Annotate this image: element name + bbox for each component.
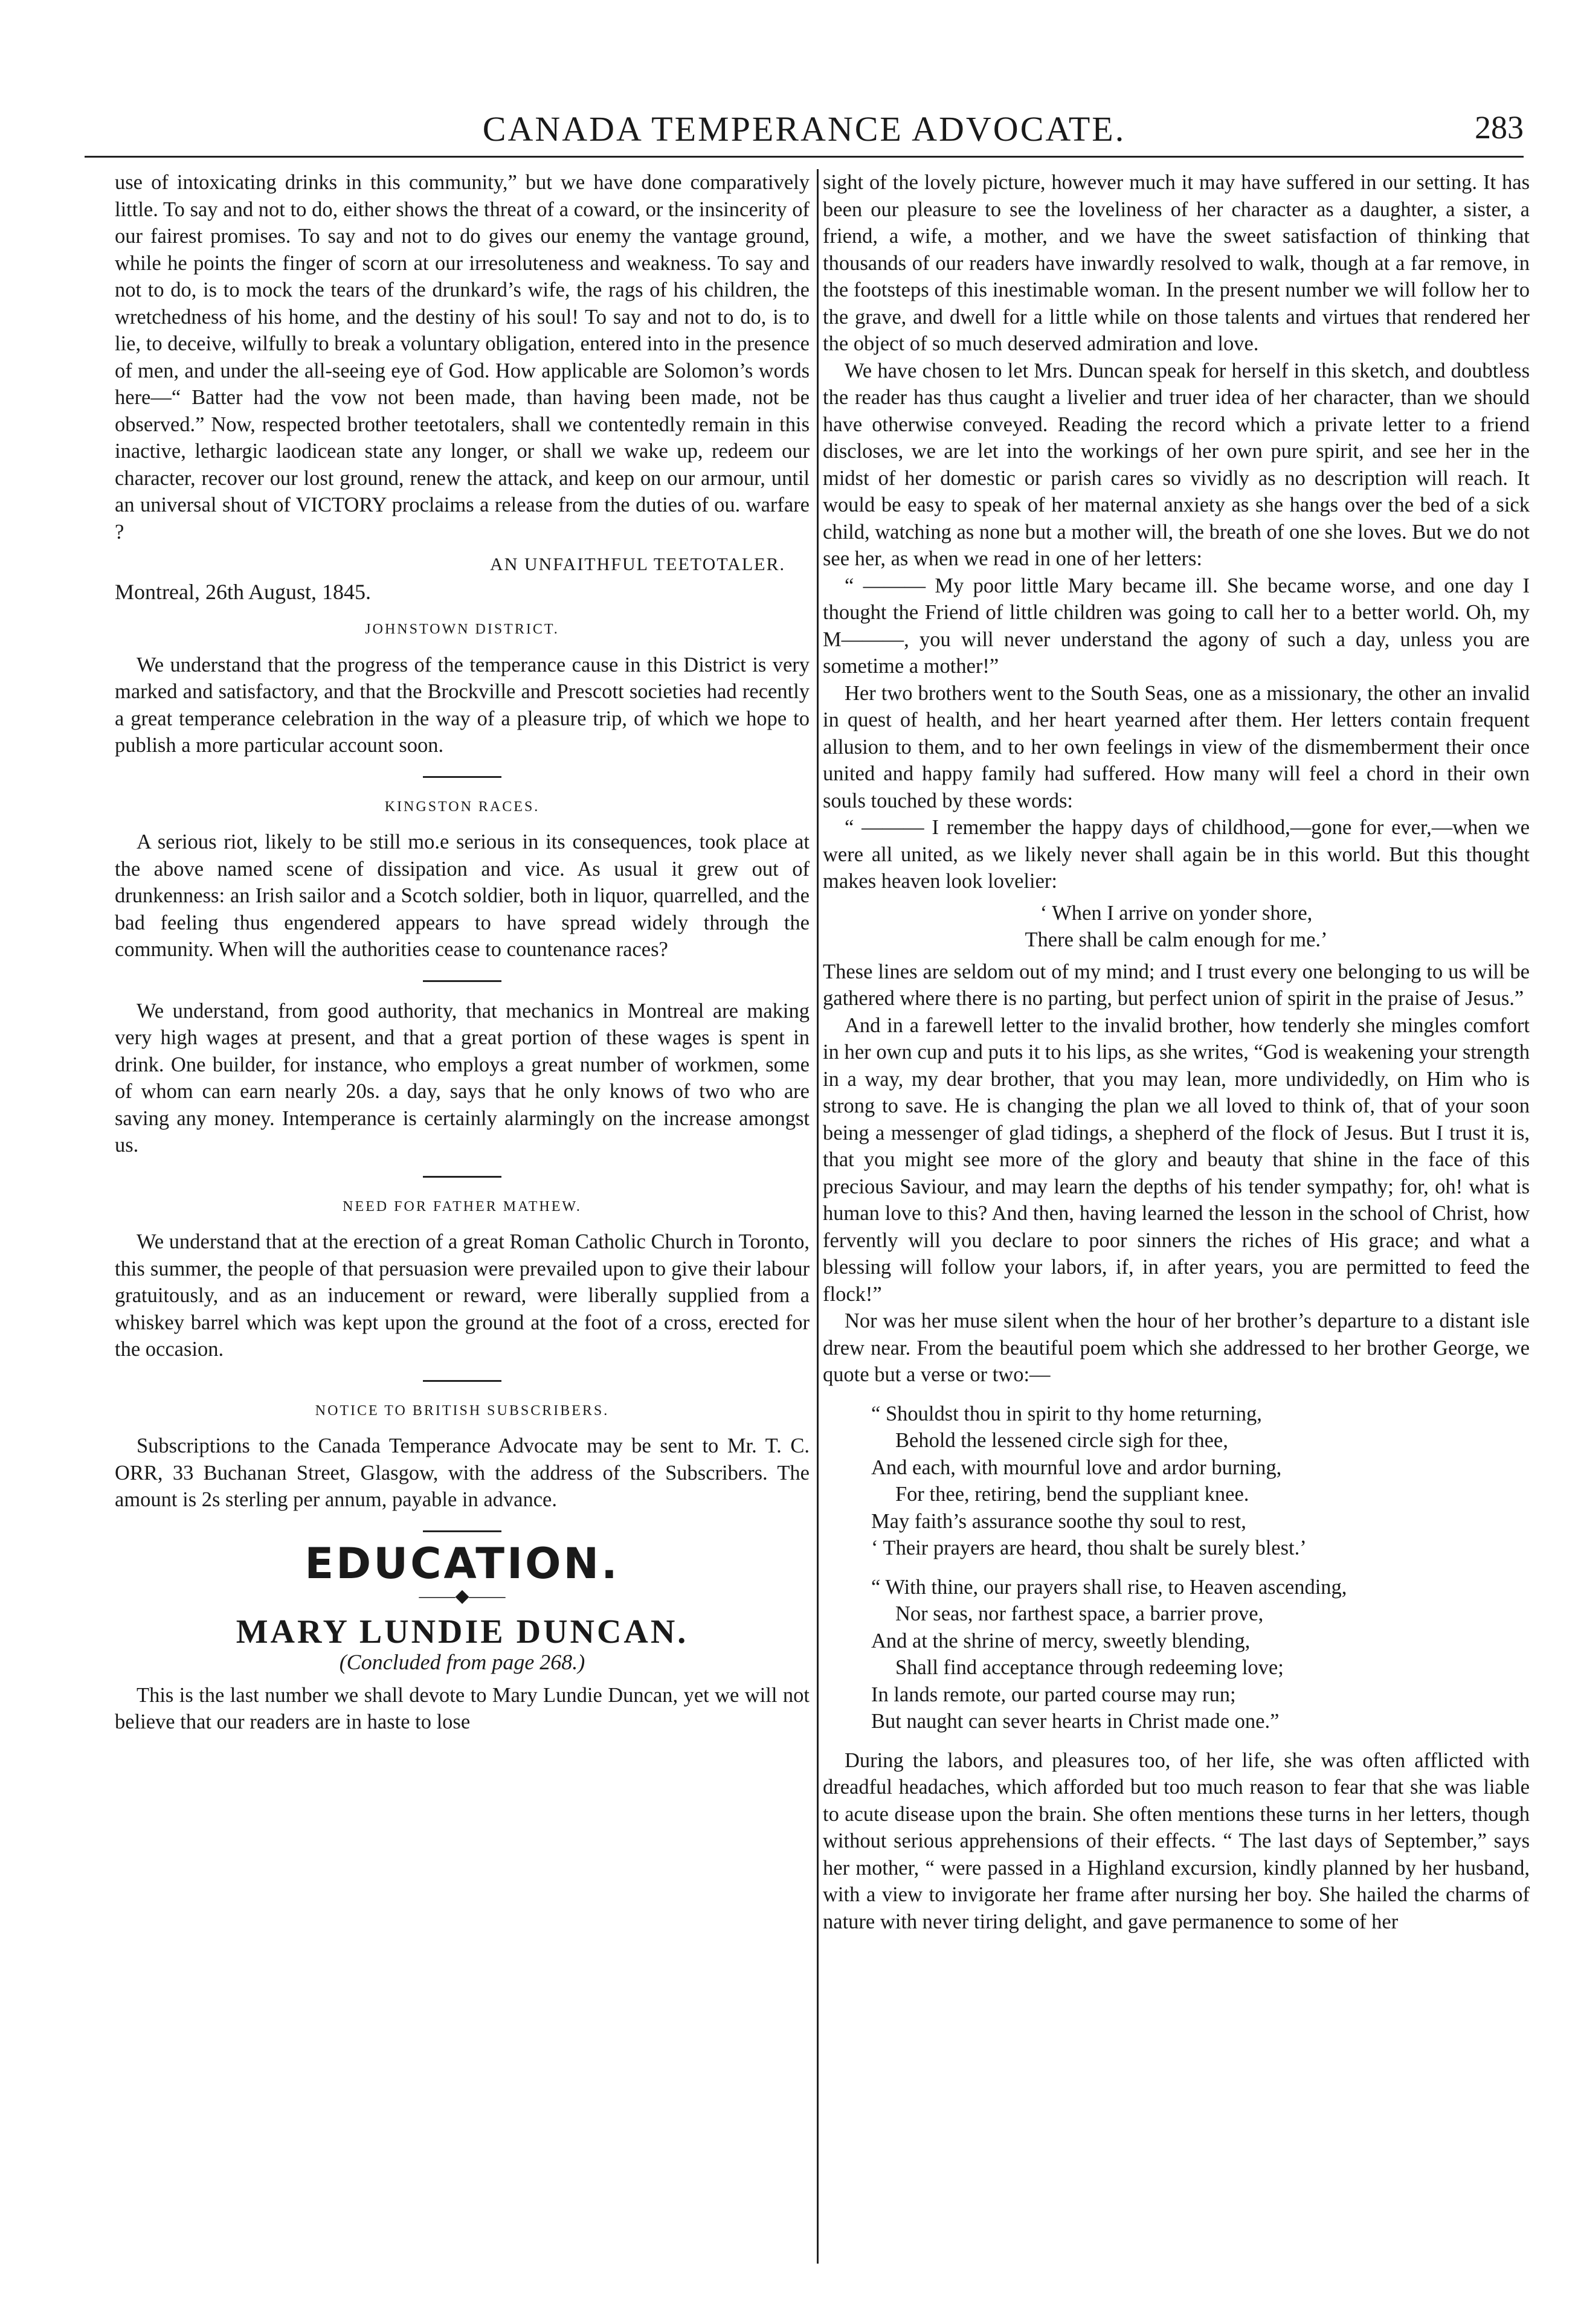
duncan-paragraph: We have chosen to let Mrs. Duncan speak for herself in this sketch, and doubtless the reader has thus caught a livelier and truer idea of her character, than we should have otherwise conveyed. Reading the record which a private letter to a friend discloses, we are let into the workings of her own pure spirit, and see her in the midst of her domestic or parish cares so vividly as no description will reach. It would be easy to speak of her maternal anxiety as she hangs over the bed of a sick child, watching as none but a mother will, the breath of one she loves. But we do not see her, as when we read in one of her letters: [823,359,1530,570]
quoted-couplet [823,900,1530,954]
column-divider [817,169,819,2264]
verse-line: In lands remote, our parted course may run; [871,1683,1236,1706]
publication-title: CANADA TEMPERANCE ADVOCATE. [482,109,1126,149]
section-rule [423,1530,501,1532]
education-heading: EDUCATION. [304,1538,620,1588]
poem-verse [823,1401,1530,1562]
verse-line: “ With thine, our prayers shall rise, to Heaven ascending, [871,1575,1347,1599]
verse-line: May faith’s assurance soothe thy soul to rest, [871,1509,1246,1533]
verse-line: And each, with mournful love and ardor burning, [871,1456,1282,1479]
verse-line: ‘ Their prayers are heard, thou shalt be surely blest.’ [871,1536,1307,1559]
duncan-paragraph: During the labors, and pleasures too, of her life, she was often afflicted with dreadful headaches, which afforded but too much reason to fear that she was liable to acute disease upon the brain. She often mentions these turns in her letters, though without serious apprehensions of their effects. “ The last days of September,” says her mother, “ were passed in a Highland excursion, kindly planned by her husband, with a view to invigorate her frame after nursing her boy. She hailed the charms of nature with never tiring delight, and gave permanence to some of her [823,1748,1530,1933]
letter-quote: And in a farewell letter to the invalid brother, how tenderly she mingles comfort in her own cup and puts it to his lips, as she writes, “God is weakening your strength in a way, my dear brother, that you may lean, more undividedly, on Him who is strong to save. He is changing the plan we all loved to think of, that of your soon being a messenger of glad tidings, a shepherd of the flock of Jesus. But I trust it is, that you might see more of the glory and beauty that shine in the face of this precious Saviour, and may learn the depths of his tender sympathy; for, oh! what is human love to this? And then, having learned the lesson in the school of Christ, how fervently will you declare to poor sinners the riches of His grace; and what a blessing will follow your labors, if, in after years, you are permitted to feed the flock!” [823,1013,1530,1306]
section-rule [423,1380,501,1382]
verse-line: And at the shrine of mercy, sweetly blending, [871,1629,1251,1652]
kingston-heading: KINGSTON RACES. [384,798,540,815]
kingston-article: A serious riot, likely to be still mo.e serious in its consequences, took place at the above named scene of dissipation and vice. As usual it grew out of drunkenness: an Irish sailor and a Scotch soldier, both in liquor, quarrelled, and the bad feeling thus engendered appears to have spread widely through the community. When will the authorities cease to countenance races? [115,830,810,961]
running-header [85,109,1524,157]
letter-conclusion: use of intoxicating drinks in this community,” but we have done comparatively little. To say and not to do, either shows the threat of a coward, or the insincerity of our fairest promises. To say and not to do gives our enemy the vantage ground, while he points the finger of scorn at our irresoluteness and weakness. To say and not to do, is to mock the tears of the drunkard’s wife, the rags of his children, the wretchedness of his home, and the destiny of his soul! To say and not to do, is to lie, to deceive, wilfully to break a voluntary obligation, entered into in the presence of men, and under the all-seeing eye of God. How applicable are Solomon’s words here—“ Batter had the vow not been made, than having been made, not be observed.” Now, respected brother teetotalers, shall we contentedly remain in this inactive, lethargic laodicean state any longer, or shall we wake up, redeem our character, recover our lost ground, renew the attack, and keep on our armour, until an universal shout of VICTORY proclaims a release from the duties of ou. warfare ? [115,171,810,544]
couplet-line: There shall be calm enough for me.’ [1025,928,1328,951]
section-rule [423,980,501,982]
section-rule [423,1176,501,1178]
letter-quote: These lines are seldom out of my mind; and I trust every one belonging to us will be gathered where there is no parting, but perfect union of spirit in the praise of Jesus.” [823,960,1530,1010]
couplet-line: ‘ When I arrive on yonder shore, [1040,901,1313,925]
mechanics-article: We understand, from good authority, that mechanics in Montreal are making very high wages at present, and that a great portion of these wages is spent in drink. One builder, for instance, who employs a great number of workmen, some of whom can earn nearly 20s. a day, says that he only knows of two who are saving any money. Intemperance is certainly alarmingly on the increase amongst us. [115,999,810,1157]
verse-line: Nor seas, nor farthest space, a barrier prove, [895,1602,1264,1625]
verse-line: But naught can sever hearts in Christ made one.” [871,1710,1280,1733]
verse-line: Shall find acceptance through redeeming love; [895,1656,1284,1679]
ornament-rule: ——◆—— [419,1586,506,1606]
duncan-paragraph: Her two brothers went to the South Seas, one as a missionary, the other an invalid in quest of health, and her heart yearned after them. Her letters contain frequent allusion to them, and to her own feelings in view of the dismemberment their once united and happy family had suffered. How many will feel a chord in their own souls touched by these words: [823,681,1530,812]
verse-line: Behold the lessened circle sigh for thee, [895,1429,1228,1452]
letter-signature: AN UNFAITHFUL TEETOTALER. [490,554,785,574]
left-column [115,169,810,2264]
section-rule [423,776,501,778]
verse-line: For thee, retiring, bend the suppliant knee. [895,1483,1249,1506]
duncan-paragraph: sight of the lovely picture, however much it may have suffered in our setting. It has been our pleasure to see the loveliness of her character as a daughter, a sister, a friend, a wife, a mother, and we have the sweet satisfaction of thinking that thousands of our readers have inwardly resolved to walk, though at a far remove, in the footsteps of this inestimable woman. In the present number we will follow her to the grave, and dwell for a little while on those talents and virtues that rendered her the object of so much deserved admiration and love. [823,171,1530,355]
johnstown-article: We understand that the progress of the temperance cause in this District is very marked and satisfactory, and that the Brockville and Prescott societies had recently a great temperance celebration in the way of a pleasure trip, of which we hope to publish a more particular account soon. [115,653,810,757]
letter-quote: “ ——— I remember the happy days of childhood,—gone for ever,—when we were all united, as we likely never shall again be in this world. But this thought makes heaven look lovelier: [823,816,1530,893]
letter-dateline: Montreal, 26th August, 1845. [115,579,371,604]
page-number: 283 [1475,109,1524,146]
mathew-heading: NEED FOR FATHER MATHEW. [343,1198,582,1215]
duncan-heading: MARY LUNDIE DUNCAN. [236,1613,689,1651]
concluded-note: (Concluded from page 268.) [339,1650,585,1674]
notice-heading: NOTICE TO BRITISH SUBSCRIBERS. [315,1402,610,1419]
poem-verse [823,1574,1530,1735]
notice-article: Subscriptions to the Canada Temperance Advocate may be sent to Mr. T. C. ORR, 33 Buchanan Street, Glasgow, with the address of the Subscribers. The amount is 2s sterling per annum, payable in advance. [115,1434,810,1511]
duncan-intro: This is the last number we shall devote to Mary Lundie Duncan, yet we will not believe that our readers are in haste to lose [115,1683,810,1733]
duncan-paragraph: Nor was her muse silent when the hour of her brother’s departure to a distant isle drew near. From the beautiful poem which she addressed to her brother George, we quote but a verse or two:— [823,1309,1530,1386]
johnstown-heading: JOHNSTOWN DISTRICT. [365,621,559,637]
mathew-article: We understand that at the erection of a great Roman Catholic Church in Toronto, this summer, the people of that persuasion were prevailed upon to give their labour gratuitously, and as an inducement or reward, were liberally supplied from a whiskey barrel which was kept upon the ground at the foot of a cross, erected for the occasion. [115,1230,810,1361]
right-column [823,169,1530,2264]
header-rule [85,156,1524,158]
verse-line: “ Shouldst thou in spirit to thy home returning, [871,1402,1262,1425]
letter-quote: “ ——— My poor little Mary became ill. She became worse, and one day I thought the Friend of little children was going to call her to a better world. Oh, my M———, you will never understand the agony of such a day, unless you are sometime a mother!” [823,574,1530,678]
